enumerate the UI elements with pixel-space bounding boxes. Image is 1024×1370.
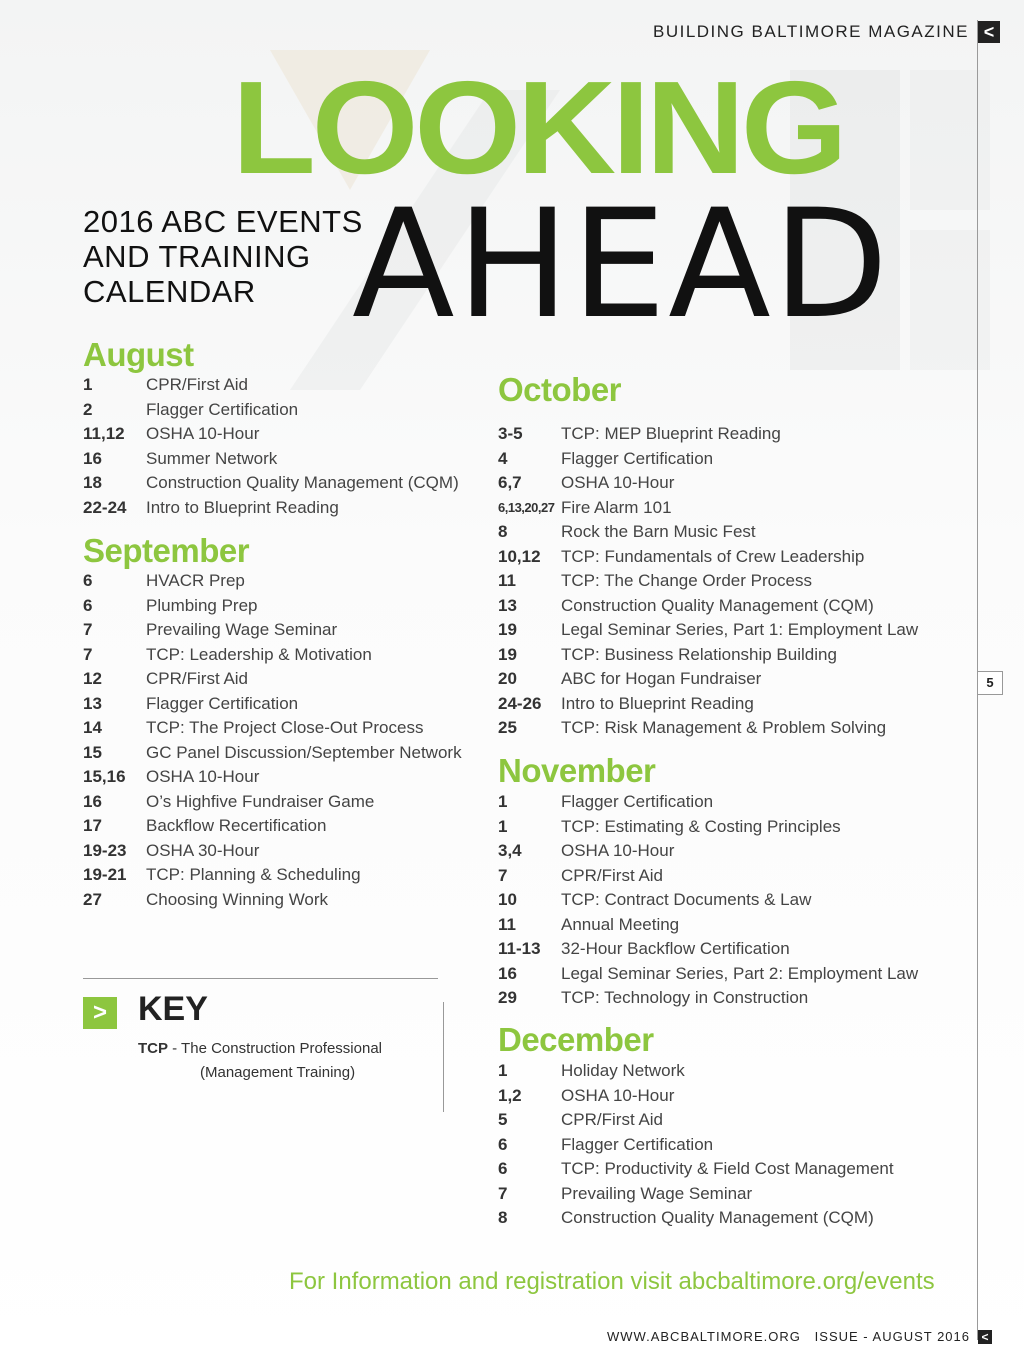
event-row: [83, 814, 462, 839]
key-title: KEY: [138, 990, 208, 1028]
event-date: 19-23: [83, 840, 127, 860]
event-date: 4: [498, 448, 508, 468]
event-row: [83, 471, 459, 496]
event-name: TCP: Contract Documents & Law: [561, 890, 812, 909]
event-row: [498, 422, 918, 447]
event-name: Prevailing Wage Seminar: [561, 1183, 753, 1203]
event-row: [498, 569, 918, 594]
event-row: [83, 790, 462, 815]
event-name: Flagger Certification: [146, 693, 299, 713]
event-date: 13: [83, 693, 102, 713]
event-date: 25: [498, 718, 517, 737]
event-date: 7: [83, 644, 93, 664]
event-row: [498, 839, 918, 864]
event-date: 10: [498, 890, 517, 909]
event-name: Summer Network: [146, 448, 278, 468]
event-date: 24-26: [498, 693, 542, 713]
key-definition: - The Construction Professional: [168, 1040, 382, 1057]
event-date: 14: [83, 718, 102, 737]
event-row: [498, 667, 918, 692]
event-date: 12: [83, 669, 102, 688]
event-date: 8: [498, 1208, 508, 1227]
event-date: 5: [498, 1110, 508, 1129]
event-name: TCP: Planning & Scheduling: [146, 865, 361, 884]
event-name: CPR/First Aid: [146, 375, 249, 394]
event-name: GC Panel Discussion/September Network: [146, 742, 462, 762]
event-row: [83, 716, 462, 741]
registration-info: For Information and registration visit abcbaltimore.org/events: [289, 1268, 935, 1295]
event-name: Fire Alarm 101: [561, 497, 672, 517]
event-row: [83, 447, 459, 472]
event-date: 20: [498, 669, 517, 688]
event-name: CPR/First Aid: [146, 669, 249, 688]
event-date: 7: [498, 1183, 508, 1203]
event-row: [498, 471, 918, 496]
event-name: O’s Highfive Fundraiser Game: [146, 791, 375, 811]
event-name: Intro to Blueprint Reading: [146, 497, 339, 517]
event-date: 1,2: [498, 1085, 522, 1105]
event-name: Flagger Certification: [561, 448, 714, 468]
event-name: TCP: Leadership & Motivation: [146, 644, 372, 664]
event-name: Holiday Network: [561, 1061, 685, 1080]
event-list-october: [498, 422, 918, 741]
chevron-left-icon: <: [981, 1330, 989, 1344]
event-row: [498, 1182, 894, 1207]
event-name: TCP: The Project Close-Out Process: [146, 718, 424, 737]
event-row: [83, 863, 462, 888]
event-row: [83, 398, 459, 423]
event-row: [498, 937, 918, 962]
event-row: [498, 545, 918, 570]
event-date: 8: [498, 522, 508, 541]
event-name: Choosing Winning Work: [146, 889, 329, 909]
event-date: 10,12: [498, 546, 541, 566]
event-row: [498, 594, 918, 619]
event-name: Flagger Certification: [561, 792, 714, 811]
event-date: 6: [498, 1159, 508, 1178]
event-row: [83, 692, 462, 717]
event-date: 6: [498, 1134, 508, 1154]
event-row: [83, 643, 462, 668]
event-name: TCP: Fundamentals of Crew Leadership: [561, 546, 865, 566]
event-name: ABC for Hogan Fundraiser: [561, 669, 762, 688]
event-name: Plumbing Prep: [146, 595, 258, 615]
event-date: 3-5: [498, 424, 523, 443]
event-name: TCP: MEP Blueprint Reading: [561, 424, 781, 443]
event-name: TCP: Technology in Construction: [561, 988, 809, 1007]
event-date: 6,7: [498, 473, 522, 492]
event-name: OSHA 10-Hour: [146, 767, 260, 786]
event-row: [498, 962, 918, 987]
key-definition-line2: (Management Training): [200, 1064, 356, 1081]
event-name: TCP: Risk Management & Problem Solving: [561, 718, 887, 737]
event-row: [498, 1084, 894, 1109]
event-name: Prevailing Wage Seminar: [146, 620, 338, 639]
event-row: [498, 692, 918, 717]
event-row: [498, 790, 918, 815]
event-list-november: [498, 790, 918, 1011]
key-abbreviation: TCP: [138, 1040, 168, 1057]
calendar-subtitle: [83, 204, 363, 309]
event-date: 2: [83, 399, 93, 419]
event-name: Legal Seminar Series, Part 1: Employment Law: [561, 620, 919, 639]
event-date: 7: [83, 620, 93, 639]
event-name: HVACR Prep: [146, 571, 245, 590]
month-heading-september: September: [83, 532, 250, 569]
event-row: [498, 815, 918, 840]
event-row: [498, 1206, 894, 1231]
event-date: 11: [498, 571, 516, 590]
event-row: [498, 888, 918, 913]
event-row: [498, 913, 918, 938]
event-row: [83, 741, 462, 766]
event-name: CPR/First Aid: [561, 1110, 664, 1129]
event-name: TCP: Business Relationship Building: [561, 644, 837, 664]
headline-ahead: AHEAD: [352, 178, 891, 352]
event-name: 32-Hour Backflow Certification: [561, 939, 790, 958]
event-name: Backflow Recertification: [146, 816, 327, 835]
event-row: [498, 447, 918, 472]
event-row: [83, 839, 462, 864]
event-date: 7: [498, 865, 508, 885]
event-name: TCP: The Change Order Process: [561, 571, 813, 590]
event-date: 1: [498, 792, 508, 811]
event-date: 11-13: [498, 939, 541, 958]
arrow-right-icon: >: [83, 997, 117, 1029]
event-date: 1: [83, 375, 93, 394]
event-date: 15: [83, 742, 102, 762]
event-date: 19-21: [83, 865, 127, 884]
event-row: [83, 618, 462, 643]
event-row: [83, 496, 459, 521]
month-heading-november: November: [498, 752, 656, 789]
event-name: TCP: Estimating & Costing Principles: [561, 816, 841, 836]
event-date: 27: [83, 889, 102, 909]
month-heading-december: December: [498, 1021, 654, 1058]
event-name: OSHA 30-Hour: [146, 840, 260, 860]
subtitle-line: 2016 ABC EVENTS: [83, 204, 363, 239]
event-name: Legal Seminar Series, Part 2: Employment Law: [561, 963, 919, 983]
event-date: 17: [83, 816, 102, 835]
event-name: Intro to Blueprint Reading: [561, 693, 754, 713]
event-name: CPR/First Aid: [561, 865, 664, 885]
subtitle-line: AND TRAINING: [83, 239, 311, 274]
event-name: Construction Quality Management (CQM): [561, 595, 874, 615]
event-row: [498, 1133, 894, 1158]
event-row: [83, 888, 462, 913]
event-name: TCP: Productivity & Field Cost Management: [561, 1159, 894, 1178]
event-name: Annual Meeting: [561, 914, 680, 934]
event-date: 22-24: [83, 497, 127, 517]
event-date: 1: [498, 816, 508, 836]
event-date: 6,13,20,27: [498, 499, 555, 515]
event-row: [83, 422, 459, 447]
key-divider: [83, 978, 438, 979]
event-date: 11: [498, 914, 516, 934]
event-name: Rock the Barn Music Fest: [561, 522, 756, 541]
event-list-september: [83, 569, 462, 912]
event-date: 19: [498, 644, 517, 664]
event-row: [498, 618, 918, 643]
event-date: 16: [83, 448, 102, 468]
event-list-december: [498, 1059, 894, 1231]
event-date: 16: [83, 791, 102, 811]
back-button[interactable]: [978, 21, 1000, 43]
event-name: OSHA 10-Hour: [561, 1085, 675, 1105]
chevron-left-icon: <: [983, 22, 995, 42]
event-name: OSHA 10-Hour: [561, 473, 675, 492]
event-row: [498, 1059, 894, 1084]
event-name: Flagger Certification: [146, 399, 299, 419]
key-vertical-divider: [443, 1002, 444, 1112]
event-row: [83, 765, 462, 790]
event-date: 19: [498, 620, 517, 639]
event-row: [498, 864, 918, 889]
event-row: [498, 716, 918, 741]
event-name: Flagger Certification: [561, 1134, 714, 1154]
footer-back-button[interactable]: [978, 1330, 992, 1344]
magazine-title: BUILDING BALTIMORE MAGAZINE: [652, 22, 969, 41]
event-date: 1: [498, 1061, 508, 1080]
event-row: [498, 1157, 894, 1182]
event-date: 16: [498, 963, 517, 983]
event-row: [83, 667, 462, 692]
month-heading-august: August: [83, 336, 194, 373]
event-row: [498, 986, 918, 1011]
event-row: [498, 1108, 894, 1133]
event-date: 15,16: [83, 767, 126, 786]
event-date: 3,4: [498, 841, 522, 860]
headline-looking: LOOKING: [232, 54, 844, 201]
event-name: Construction Quality Management (CQM): [146, 473, 459, 492]
page-number: 5: [977, 671, 1003, 695]
event-row: [83, 373, 459, 398]
event-row: [498, 520, 918, 545]
event-row: [498, 496, 918, 521]
event-name: Construction Quality Management (CQM): [561, 1208, 874, 1227]
event-date: 18: [83, 473, 102, 492]
month-heading-october: October: [498, 371, 622, 408]
event-name: OSHA 10-Hour: [146, 424, 260, 443]
event-date: 29: [498, 988, 517, 1007]
subtitle-line: CALENDAR: [83, 274, 256, 309]
key-description: [138, 1037, 382, 1085]
event-row: [498, 643, 918, 668]
event-date: 6: [83, 595, 93, 615]
event-row: [83, 569, 462, 594]
event-name: OSHA 10-Hour: [561, 841, 675, 860]
footer-site-issue: WWW.ABCBALTIMORE.ORG ISSUE - AUGUST 2016: [607, 1329, 970, 1344]
event-row: [83, 594, 462, 619]
event-date: 11,12: [83, 424, 125, 443]
event-date: 13: [498, 595, 517, 615]
event-date: 6: [83, 571, 93, 590]
event-list-august: [83, 373, 459, 520]
